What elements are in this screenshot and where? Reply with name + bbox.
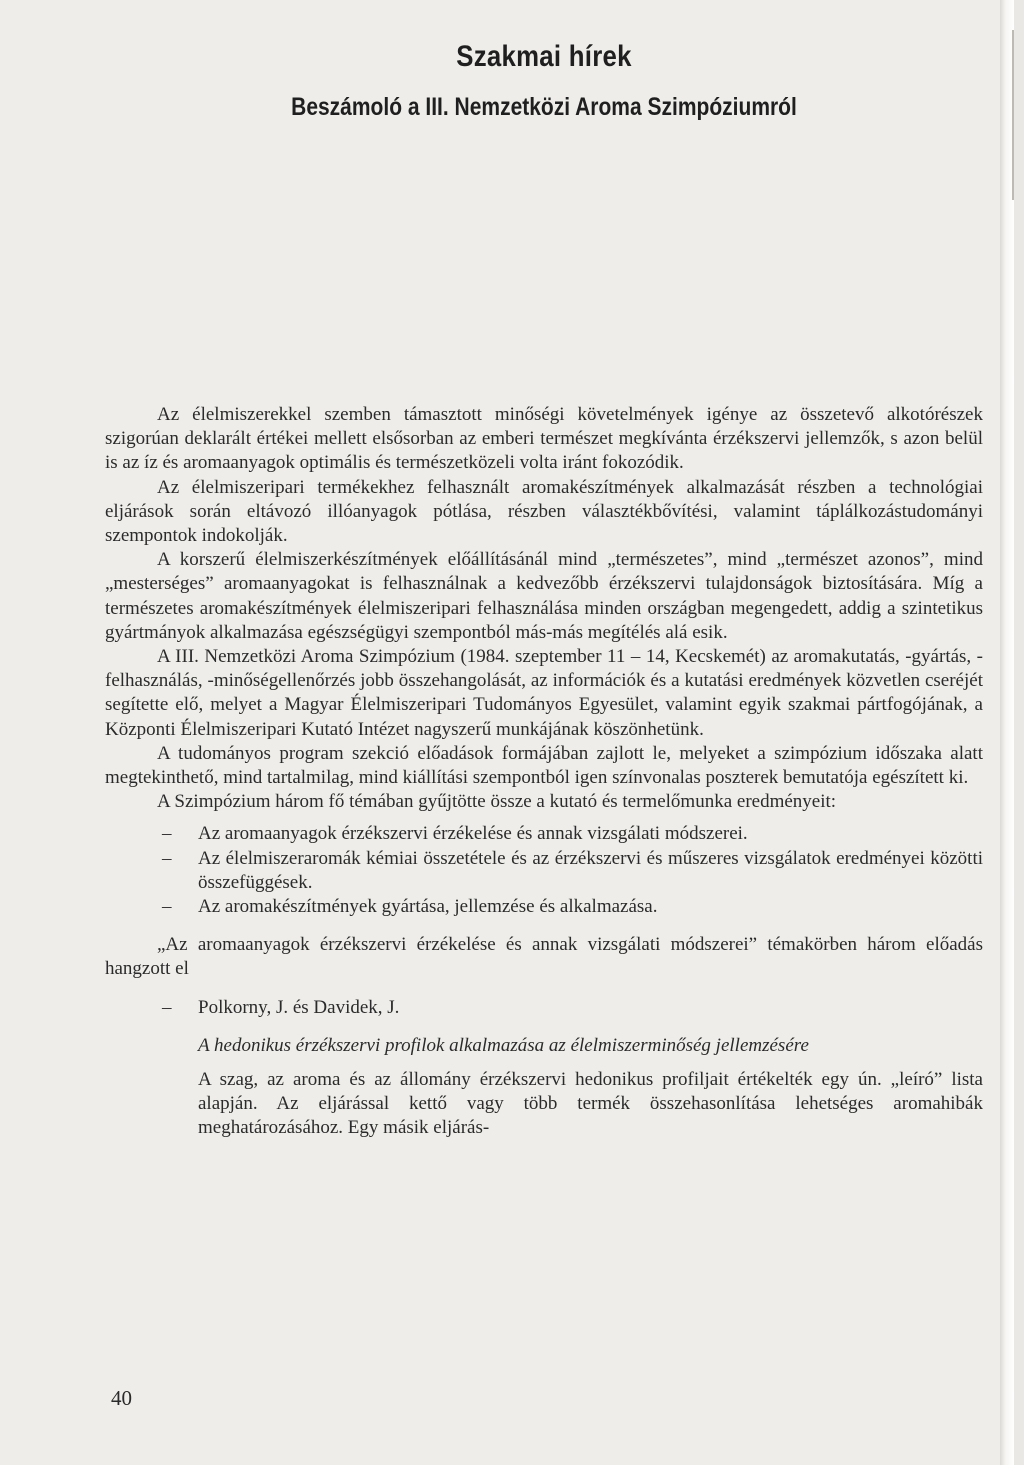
- topic-text: Az aromaanyagok érzékszervi érzékelése és annak vizsgálati módszerei.: [198, 823, 748, 845]
- list-item: [105, 895, 983, 919]
- topic-text: Az aromakészítmények gyártása, jellemzése és alkalmazása.: [198, 896, 658, 918]
- section-title: Szakmai hírek: [456, 40, 632, 73]
- list-item: [105, 847, 983, 895]
- paragraph-topics-intro: A Szimpózium három fő témában gyűjtötte össze a kutató és termelőmunka eredményeit:: [157, 791, 837, 813]
- paragraph-program: A tudományos program szekció előadások formájában zajlott le, melyeket a szimpózium időszaka alatt megtekinthető, mind tartalmilag, mind kiállítási szempontból igen színvonalas poszterek bemutatója egészített ki.: [105, 742, 983, 789]
- dash-bullet: –: [162, 823, 172, 845]
- article-title: Beszámoló a III. Nemzetközi Aroma Szimpóziumról: [291, 93, 797, 121]
- paragraph-aroma-types: A korszerű élelmiszerkészítmények előállításánál mind „természetes”, mind „természet azonos”, mind „mesterséges” aromaanyagokat is felhasználnak a kedvezőbb érzékszervi tulajdonságok biztosítására. Míg a természetes aromakészítmények élelmiszeripari felhasználása minden országban megengedett, addig a szintetikus gyártmányok alkalmazása egészségügyi szempontból más-más megítélés alá esik.: [105, 549, 983, 643]
- lecture-title: A hedonikus érzékszervi profilok alkalmazása az élelmiszerminőség jellemzésére: [198, 1034, 809, 1056]
- lecture-authors: [105, 996, 983, 1020]
- lecture-summary: A szag, az aroma és az állomány érzékszervi hedonikus profiljait értékelték egy ún. „leíró” lista alapján. Az eljárással kettő vagy több termék összehasonlítása lehetséges aromahibák meghatározásához. Egy másik eljárás-: [198, 1069, 983, 1139]
- page-edge-line: [1012, 30, 1014, 200]
- topics-list: [105, 822, 983, 919]
- authors-text: Polkorny, J. és Davidek, J.: [198, 996, 400, 1018]
- page-edge-shadow: [1000, 0, 1014, 1465]
- paragraph-intro: Az élelmiszerekkel szemben támasztott minőségi követelmények igénye az összetevő alkotórészek szigorúan deklarált értékei mellett elsősorban az emberi természet megkívánta érzékszervi jellemzők, s azon belül is az íz és aromaanyagok optimális és természetközeli volta iránt fokozódik.: [105, 404, 983, 474]
- article-body: [105, 403, 983, 1141]
- paragraph-symposium: A III. Nemzetközi Aroma Szimpózium (1984. szeptember 11 – 14, Kecskemét) az aromakutatás, -gyártás, -felhasználás, -minőségellenőrzés jobb összehangolását, az információk és a kutatási eredmények közvetlen cseréjét segítette elő, melyet a Magyar Élelmiszeripari Tudományos Egyesület, valamint egyik szakmai pártfogójának, a Központi Élelmiszeripari Kutató Intézet nagyszerű munkájának köszönhetünk.: [105, 646, 983, 740]
- page-number: 40: [111, 1386, 132, 1410]
- topic-text: Az élelmiszeraromák kémiai összetétele és az érzékszervi és műszeres vizsgálatok eredményei közötti összefüggések.: [198, 847, 983, 893]
- paragraph-aroma-use: Az élelmiszeripari termékekhez felhasznált aromakészítmények alkalmazását részben a technológiai eljárások során eltávozó illóanyagok pótlása, részben választékbővítési, valamint táplálkozástudományi szempontok indokolják.: [105, 476, 983, 547]
- dash-bullet: –: [162, 847, 172, 869]
- dash-bullet: –: [162, 996, 172, 1018]
- dash-bullet: –: [162, 896, 172, 918]
- list-item: [105, 822, 983, 846]
- paragraph-topic1-intro: „Az aromaanyagok érzékszervi érzékelése és annak vizsgálati módszerei” témakörben három előadás hangzott el: [105, 934, 983, 980]
